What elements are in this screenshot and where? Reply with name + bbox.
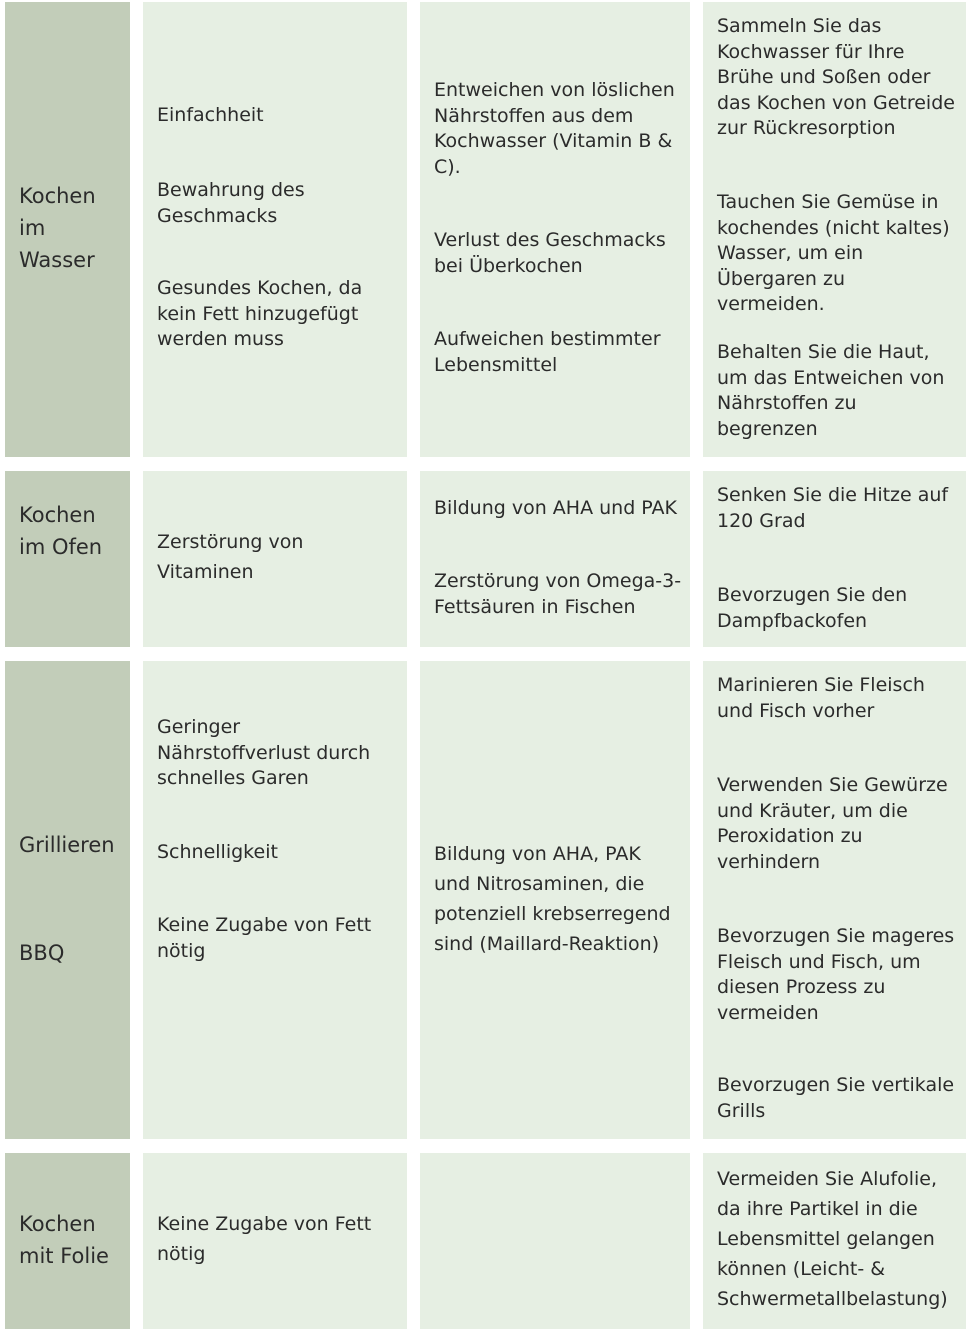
list-item: Marinieren Sie Fleisch und Fisch vorher xyxy=(717,674,925,722)
advantages-cell xyxy=(143,2,407,457)
table-row xyxy=(0,2,976,457)
method-cell xyxy=(5,1153,130,1329)
list-item: Zerstörung von Vitaminen xyxy=(157,531,304,583)
method-cell xyxy=(5,471,130,647)
table-row xyxy=(0,661,976,1139)
disadvantages-cell xyxy=(420,1153,690,1329)
table-row xyxy=(0,1153,976,1329)
list-item: Bildung von AHA und PAK xyxy=(434,497,677,519)
list-item: Verlust des Geschmacks bei Überkochen xyxy=(434,229,666,277)
list-item: Bildung von AHA, PAK und Nitrosaminen, die potenziell krebserregend sind (Maillard-Reaktion) xyxy=(434,843,671,955)
list-item: Aufweichen bestimmter Lebensmittel xyxy=(434,328,661,376)
list-item: Geringer Nährstoffverlust durch schnelles Garen xyxy=(157,716,371,789)
tips-cell xyxy=(703,471,966,647)
list-item: Verwenden Sie Gewürze und Kräuter, um die Peroxidation zu verhindern xyxy=(717,774,948,873)
list-item: Einfachheit xyxy=(157,104,264,126)
method-label: BBQ xyxy=(19,941,65,965)
list-item: Bevorzugen Sie den Dampfbackofen xyxy=(717,584,908,632)
list-item: Bewahrung des Geschmacks xyxy=(157,179,305,227)
tips-cell xyxy=(703,2,966,457)
list-item: Bevorzugen Sie vertikale Grills xyxy=(717,1074,955,1122)
method-label: Kochen mit Folie xyxy=(19,1212,109,1268)
list-item: Entweichen von löslichen Nährstoffen aus dem Kochwasser (Vitamin B & C). xyxy=(434,79,675,178)
advantages-cell xyxy=(143,471,407,647)
list-item: Schnelligkeit xyxy=(157,841,278,863)
disadvantages-cell xyxy=(420,661,690,1139)
disadvantages-cell xyxy=(420,471,690,647)
advantages-cell xyxy=(143,661,407,1139)
tips-cell xyxy=(703,661,966,1139)
list-item: Gesundes Kochen, da kein Fett hinzugefügt werden muss xyxy=(157,277,363,350)
list-item: Zerstörung von Omega-3- Fettsäuren in Fischen xyxy=(434,570,682,618)
list-item: Keine Zugabe von Fett nötig xyxy=(157,914,372,962)
list-item: Behalten Sie die Haut, um das Entweichen von Nährstoffen zu begrenzen xyxy=(717,341,945,440)
method-label: Kochen im Ofen xyxy=(19,503,103,559)
disadvantages-cell xyxy=(420,2,690,457)
tips-cell xyxy=(703,1153,966,1329)
list-item: Bevorzugen Sie mageres Fleisch und Fisch, um diesen Prozess zu vermeiden xyxy=(717,925,955,1024)
method-label: Kochen im Wasser xyxy=(19,184,96,272)
table-row xyxy=(0,471,976,647)
advantages-cell xyxy=(143,1153,407,1329)
method-cell xyxy=(5,2,130,457)
method-cell xyxy=(5,661,130,1139)
method-label: Grillieren xyxy=(19,833,115,857)
list-item: Keine Zugabe von Fett nötig xyxy=(157,1213,372,1265)
list-item: Tauchen Sie Gemüse in kochendes (nicht kaltes) Wasser, um ein Übergaren zu vermeiden. xyxy=(717,191,950,315)
list-item: Senken Sie die Hitze auf 120 Grad xyxy=(717,484,949,532)
list-item: Vermeiden Sie Alufolie, da ihre Partikel in die Lebensmittel gelangen können (Leicht- & Schwermetallbelastung) xyxy=(717,1168,948,1310)
list-item: Sammeln Sie das Kochwasser für Ihre Brühe und Soßen oder das Kochen von Getreide zur Rückresorption xyxy=(717,15,955,139)
